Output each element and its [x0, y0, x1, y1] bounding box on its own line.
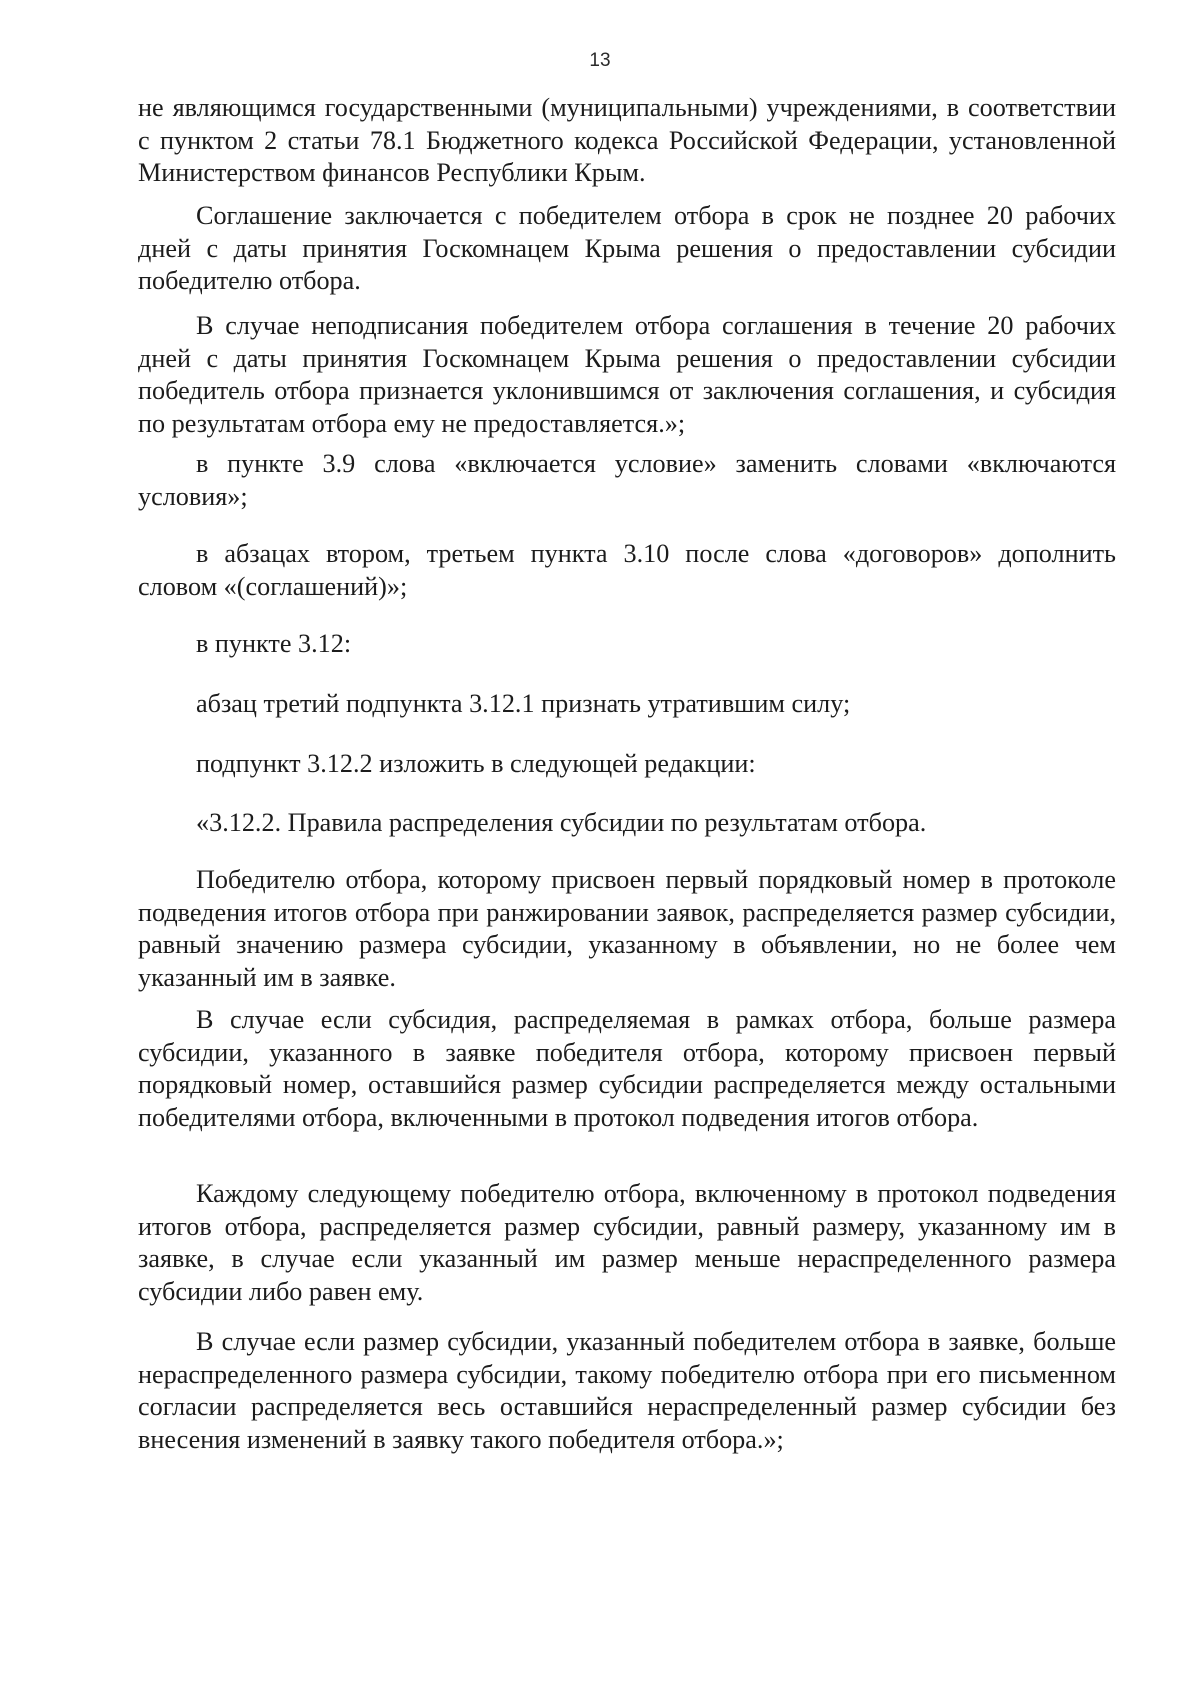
paragraph-agreement-deadline: Соглашение заключается с победителем отбора в срок не позднее 20 рабочих дней с даты принятия Госкомнацем Крыма решения о предоставлении субсидии победителю отбора. [138, 201, 1116, 295]
paragraph-next-winner: Каждому следующему победителю отбора, включенному в протокол подведения итогов отбора, распределяется размер субсидии, равный размеру, указанному им в заявке, в случае если указанный им размер меньше нераспределенного размера субсидии либо равен ему. [138, 1179, 1116, 1306]
paragraph-clause-3-12-2-title: «3.12.2. Правила распределения субсидии по результатам отбора. [196, 808, 927, 837]
paragraph-non-signing: В случае неподписания победителем отбора соглашения в течение 20 рабочих дней с даты принятия Госкомнацем Крыма решения о предоставлении субсидии победитель отбора признается уклонившимся от заключения соглашения, и субсидия по результатам отбора ему не предоставляется.»; [138, 311, 1116, 438]
paragraph-clause-3-12-2-intro: подпункт 3.12.2 изложить в следующей редакции: [196, 749, 756, 778]
paragraph-clause-3-12: в пункте 3.12: [196, 629, 352, 658]
paragraph-continuation: не являющимся государственными (муниципальными) учреждениями, в соответствии с пунктом 2 статьи 78.1 Бюджетного кодекса Российской Федерации, установленной Министерством финансов Республики Крым. [138, 93, 1116, 187]
paragraph-undistributed-subsidy: В случае если размер субсидии, указанный победителем отбора в заявке, больше нераспределенного размера субсидии, такому победителю отбора при его письменном согласии распределяется весь оставшийся нераспределенный размер субсидии без внесения изменений в заявку такого победителя отбора.»; [138, 1327, 1116, 1454]
paragraph-clause-3-12-1: абзац третий подпункта 3.12.1 признать утратившим силу; [196, 689, 851, 718]
page-number: 13 [589, 50, 611, 71]
paragraph-clause-3-9: в пункте 3.9 слова «включается условие» заменить словами «включаются условия»; [138, 449, 1116, 511]
paragraph-remaining-subsidy: В случае если субсидия, распределяемая в рамках отбора, больше размера субсидии, указанного в заявке победителя отбора, которому присвоен первый порядковый номер, оставшийся размер субсидии распределяется между остальными победителями отбора, включенными в протокол подведения итогов отбора. [138, 1005, 1116, 1132]
paragraph-first-winner: Победителю отбора, которому присвоен первый порядковый номер в протоколе подведения итогов отбора при ранжировании заявок, распределяется размер субсидии, равный значению размера субсидии, указанному в объявлении, но не более чем указанный им в заявке. [138, 865, 1116, 992]
paragraph-clause-3-10: в абзацах втором, третьем пункта 3.10 после слова «договоров» дополнить словом «(соглашений)»; [138, 539, 1116, 601]
